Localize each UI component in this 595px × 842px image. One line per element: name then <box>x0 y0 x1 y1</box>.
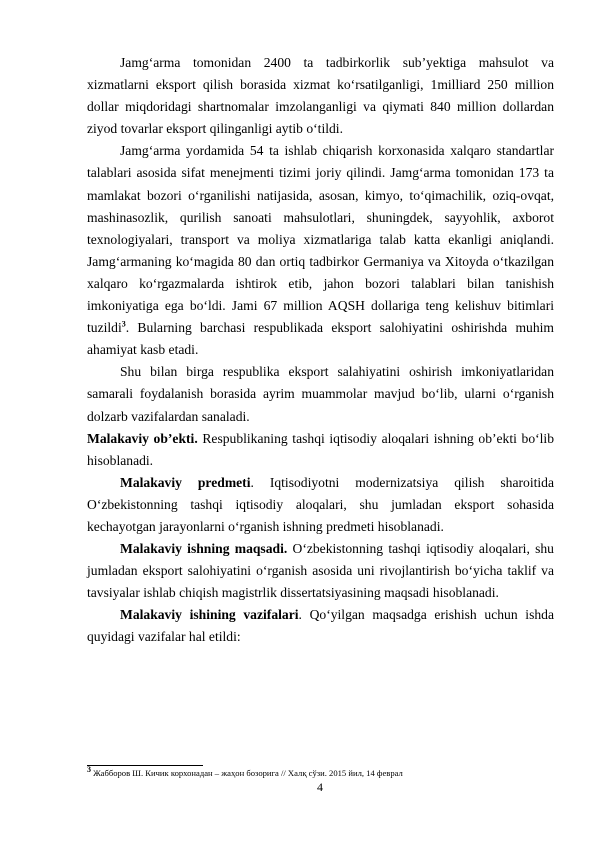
paragraph-text: O‘zbekistonning tashqi iqtisodiy aloqalari, shu jumladan eksport salohiyatini o‘rganish asosida uni rivojlantirish bo‘yicha taklif va tavsiyalar ishlab chiqish magistrlik dissertatsiyasining maqsadi hisoblanadi. <box>87 541 554 601</box>
paragraph-text: . Qo‘yilgan maqsadga erishish uchun ishda quyidagi vazifalar hal etildi: <box>87 607 555 645</box>
paragraph-fund-services <box>87 52 554 140</box>
term-goal: Malakaviy ishning maqsadi. <box>120 541 288 557</box>
term-subject: Malakaviy predmeti <box>120 474 251 490</box>
paragraph-quality-management <box>87 140 554 361</box>
paragraph-text: Respublikaning tashqi iqtisodiy aloqalari ishning ob’ekti bo‘lib hisoblanadi. <box>87 430 554 468</box>
body-text <box>87 52 554 649</box>
paragraph-research-object <box>87 428 554 472</box>
term-object: Malakaviy ob’ekti. <box>87 430 198 446</box>
paragraph-text: . Iqtisodiyotni modernizatsiya qilish sharoitida O‘zbekistonning tashqi iqtisodiy aloqalari, shu jumladan eksport sohasida kechayotgan jarayonlarni o‘rganish ishning predmeti hisoblanadi. <box>87 474 554 534</box>
footnote-marker: 3 <box>87 765 91 775</box>
footnote <box>87 765 554 778</box>
paragraph-research-subject <box>87 472 554 538</box>
paragraph-export-problems <box>87 361 554 427</box>
paragraph-text-continued: . Bularning barchasi respublikada eksport salohiyatini oshirishda muhim ahamiyat kasb etadi. <box>87 320 554 358</box>
footnote-reference[interactable]: 3 <box>121 319 126 329</box>
footnote-text: Жабборов Ш. Кичик корхонадан – жаҳон бозорига // Халқ сўзи. 2015 йил, 14 феврал <box>91 768 403 778</box>
paragraph-text: Jamg‘arma yordamida 54 ta ishlab chiqarish korxonasida xalqaro standartlar talablari asosida sifat menejmenti tizimi joriy qilindi. Jamg‘arma tomonidan 173 ta mamlakat bozori o‘rganilishi natijasida, asosan, kimyo, to‘qimachilik, oziq-ovqat, mashinasozlik, qurilish sanoati mahsulotlari, shuningdek, sayyohlik, axborot texnologiyalari, transport va moliya xizmatlariga talab katta ekanligi aniqlandi. Jamg‘armaning ko‘magida 80 dan ortiq tadbirkor Germaniya va Xitoyda o‘tkazilgan xalqaro ko‘rgazmalarda ishtirok etib, jahon bozori talablari bilan tanishish imkoniyatiga ega bo‘ldi. Jami 67 million AQSH dollariga teng kelishuv bitimlari tuzildi <box>87 143 554 336</box>
term-tasks: Malakaviy ishining vazifalari <box>120 607 299 623</box>
paragraph-text: Shu bilan birga respublika eksport salahiyatini oshirish imkoniyatlaridan samarali foydalanish borasida ayrim muammolar mavjud bo‘lib, ularni o‘rganish dolzarb vazifalardan sanaladi. <box>87 364 554 424</box>
footnote-divider <box>87 765 203 766</box>
paragraph-research-tasks <box>87 604 554 648</box>
paragraph-text: Jamg‘arma tomonidan 2400 ta tadbirkorlik sub’yektiga mahsulot va xizmatlarni eksport qilish borasida xizmat ko‘rsatilganligi, 1milliard 250 million dollar miqdoridagi shartnomalar imzolanganligi va qiymati 840 million dollardan ziyod tovarlar eksport qilinganligi aytib o‘tildi. <box>87 55 554 137</box>
paragraph-research-goal <box>87 538 554 604</box>
page-number: 4 <box>317 780 323 794</box>
